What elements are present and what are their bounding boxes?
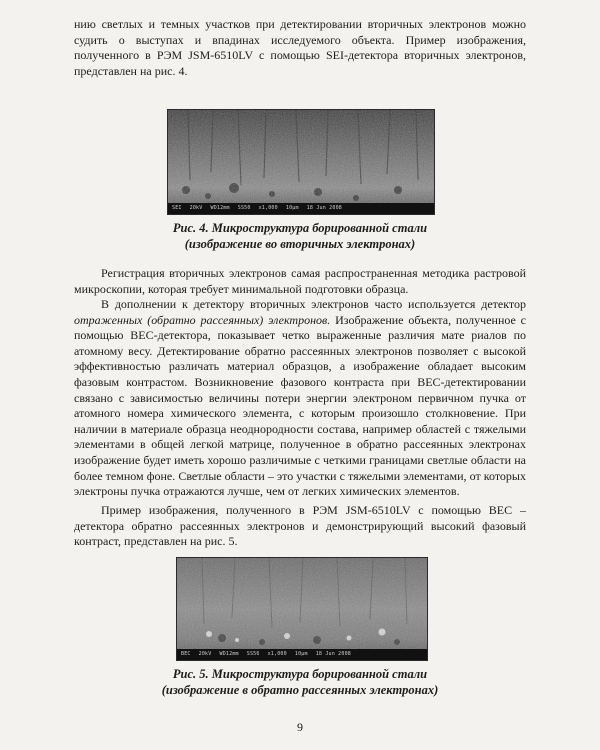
figure-5-micrograph [176, 557, 428, 661]
databar-magnification: x1,000 [258, 205, 278, 211]
paragraph-3-italic-term: отраженных (обратно рассеянных) электронов. [74, 312, 331, 327]
paragraph-2: Регистрация вторичных электронов самая распространенная методика растровой микроскопии, которая требует минимальной подготовки образца. [74, 266, 526, 296]
page-number: 9 [297, 720, 303, 734]
paragraph-3 [74, 297, 526, 500]
databar-date: 18 Jun 2008 [315, 651, 352, 657]
figure-5-databar [177, 649, 427, 660]
databar-detector: SEI [172, 205, 182, 211]
paragraph-3-start: В дополнении к детектору вторичных электронов часто используется детектор [101, 297, 526, 311]
databar-scale: 10μm [294, 651, 308, 657]
databar-voltage: 20kV [198, 651, 212, 657]
paragraph-3-rest: Изображение объекта, полученное с помощью ВЕС-детектора, показывает четко выраженные различия мате риалов по атомному весу. Детектирование обратно рассеянных электронов позволяет с высокой эффективностью различать материал образцов, а изображение обладает высоким фазовым контрастом. Возникновение фазового контраста при ВЕС-детектировании связано с зависимостью величины потери энергии электроном первичном пучка от атомного номера химического элемента, с которым произошло столкновение. При наличии в материале образца неоднородности состава, например областей с тяжелыми элементами в общей легкой матрице, полученное в обратно рассеянных электронах изображение будет иметь хорошо различимые с четкими границами светлые области на более темном фоне. Светлые области – это участки с тяжелыми элементами, от которых электроны пучка отражаются лучше, чем от легких химических элементов. [74, 312, 527, 499]
databar-spot-size: SS56 [246, 651, 260, 657]
figure-5-image [177, 558, 427, 660]
figure-4-caption-line-2: (изображение во вторичных электронах) [184, 237, 416, 251]
databar-detector: BEC [181, 651, 191, 657]
databar-working-distance: WD12mm [210, 205, 230, 211]
figure-5-caption-line-1: Рис. 5. Микроструктура борированной стали [172, 667, 428, 681]
databar-date: 18 Jun 2008 [306, 205, 343, 211]
figure-4-caption-line-1: Рис. 4. Микроструктура борированной стали [172, 221, 428, 235]
figure-5-caption-line-2: (изображение в обратно рассеянных электронах) [161, 683, 439, 697]
databar-scale: 10μm [285, 205, 299, 211]
databar-magnification: x1,000 [267, 651, 287, 657]
databar-working-distance: WD12mm [219, 651, 239, 657]
databar-spot-size: SS50 [237, 205, 251, 211]
paragraph-4: Пример изображения, полученного в РЭМ JSM-6510LV с помощью ВЕС – детектора обратно рассеянных электронов и демонстрирующий высокий фазовый контраст, представлен на рис. 5. [74, 503, 526, 549]
figure-4-micrograph [167, 109, 435, 215]
databar-voltage: 20kV [189, 205, 203, 211]
paragraph-1: нию светлых и темных участков при детектировании вторичных электронов можно судить о выступах и впадинах исследуемого объекта. Пример изображения, полученного в РЭМ JSM-6510LV с помощью SEI-детектора вторичных электронов, представлен на рис. 4. [74, 17, 526, 78]
figure-4-databar [168, 203, 434, 214]
figure-4-image [168, 110, 434, 214]
